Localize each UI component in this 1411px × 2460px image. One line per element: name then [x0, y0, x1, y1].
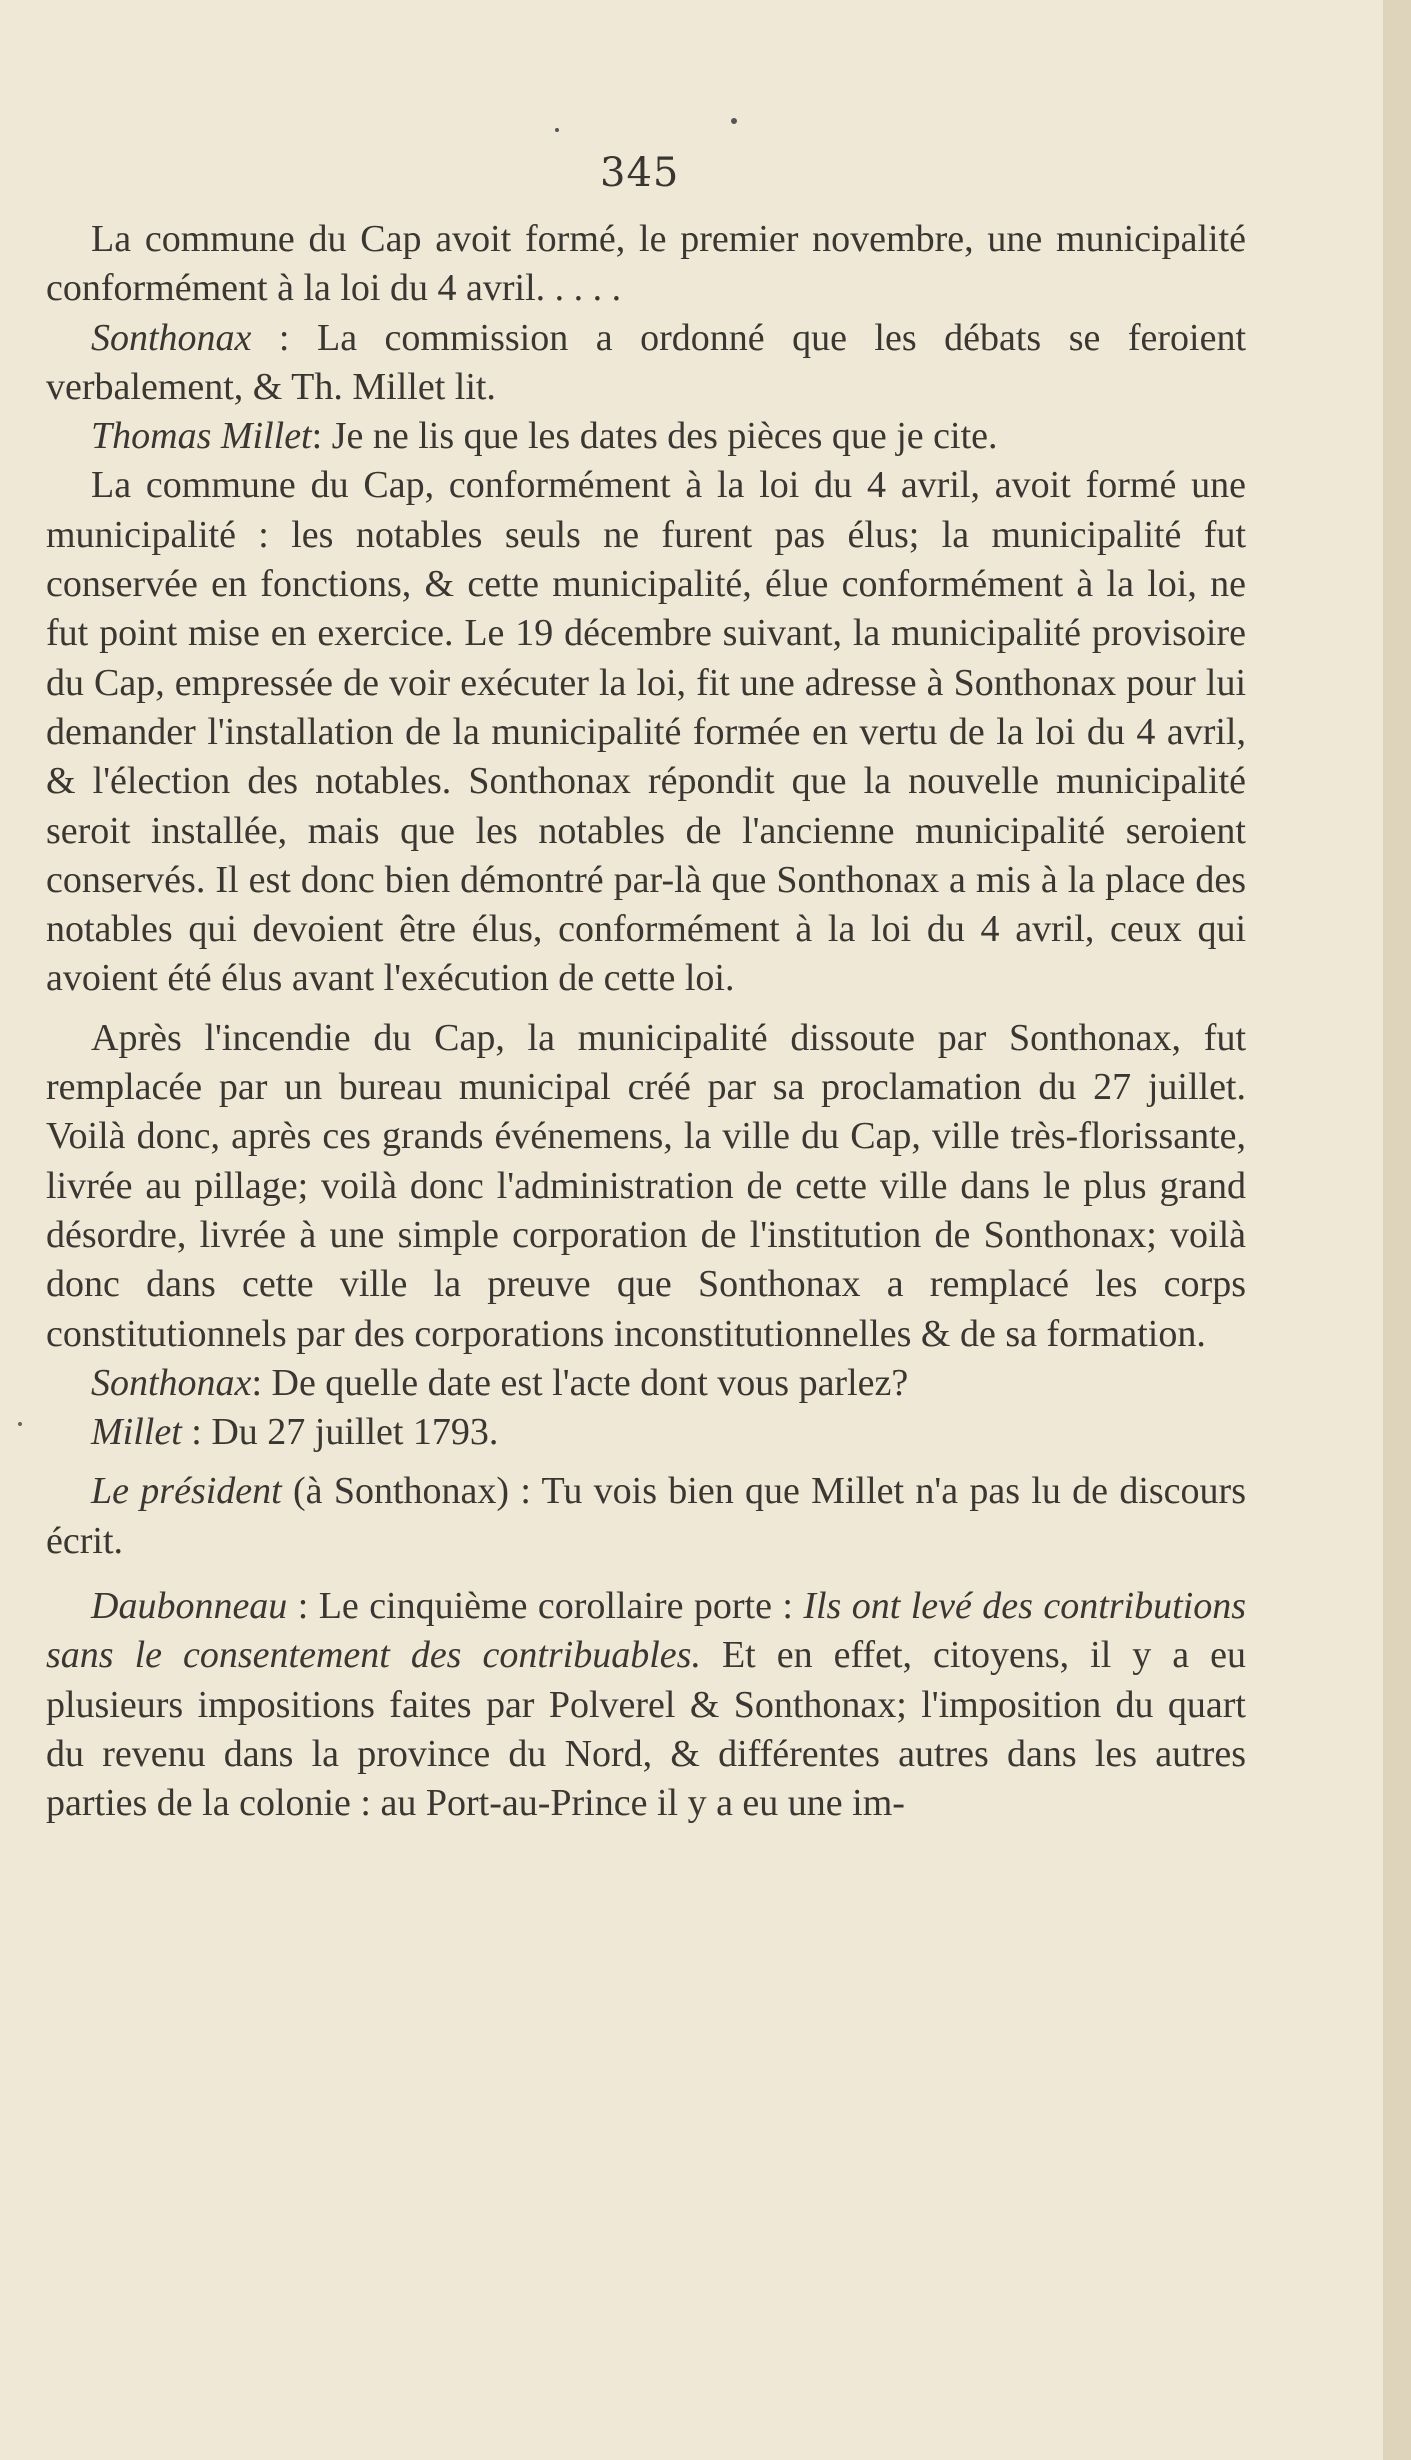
paragraph	[46, 1408, 1246, 1457]
paragraph	[46, 1359, 1246, 1408]
paragraph-text: La commune du Cap, conformément à la loi du 4 avril, avoit formé une municipalité : les notables seuls ne furent pas élus; la municipalité fut conservée en fonctions, & cette municipalité, élue conformément à la loi, ne fut point mise en exercice. Le 19 décembre suivant, la municipalité provisoire du Cap, empressée de voir exécuter la loi, fit une adresse à Sonthonax pour lui demander l'installation de la municipalité formée en vertu de la loi du 4 avril, & l'élection des notables. Sonthonax répondit que la nouvelle municipalité seroit installée, mais que les notables de l'ancienne municipalité seroient conservés. Il est donc bien démontré par-là que Sonthonax a mis à la place des notables qui devoient être élus, conformément à la loi du 4 avril, ceux qui avoient été élus avant l'exécution de cette loi.	[46, 464, 1246, 1000]
paragraph	[46, 1467, 1246, 1566]
printer-marks	[555, 118, 755, 138]
speaker-separator: :	[181, 1411, 212, 1454]
paragraph	[46, 461, 1246, 1003]
ink-dot	[731, 118, 737, 124]
speaker-name: Millet	[91, 1411, 182, 1454]
paragraph-text: La commune du Cap avoit formé, le premier novembre, une municipalité conformément à la loi du 4 avril. . . . .	[46, 218, 1246, 310]
paragraph-text: Et en effet, citoyens, il y a eu plusieurs impositions faites par Polverel & Sonthonax; l'imposition du quart du revenu dans la province du Nord, & différentes autres dans les autres parties de la colonie : au Port-au-Prince il y a eu une im-	[46, 1634, 1246, 1825]
paragraph	[46, 1582, 1246, 1828]
quoted-corollary: Ils ont levé des contributions sans le consentement des contribuables.	[46, 1585, 1247, 1677]
paragraph-text: (à Sonthonax) : Tu vois bien que Millet n'a pas lu de discours écrit.	[46, 1470, 1246, 1562]
paragraph-text: De quelle date est l'acte dont vous parlez?	[271, 1361, 909, 1404]
speaker-name: Le président	[91, 1470, 282, 1513]
speaker-separator: :	[251, 1361, 272, 1404]
paragraph-text: La commission a ordonné que les débats se feroient verbalement, & Th. Millet lit.	[46, 316, 1247, 408]
speaker-separator: :	[251, 316, 317, 359]
paragraph-text: Du 27 juillet 1793.	[211, 1411, 499, 1454]
speaker-name: Sonthonax	[91, 316, 252, 359]
page-edge	[1383, 0, 1411, 2460]
ink-dot	[555, 128, 559, 132]
paragraph-text: Après l'incendie du Cap, la municipalité dissoute par Sonthonax, fut remplacée par un bureau municipal créé par sa proclamation du 27 juillet. Voilà donc, après ces grands événemens, la ville du Cap, ville très-florissante, livrée au pillage; voilà donc l'administration de cette ville dans le plus grand désordre, livrée à une simple corporation de l'institution de Sonthonax; voilà donc dans cette ville la preuve que Sonthonax a remplacé les corps constitutionnels par des corporations inconstitutionnelles & de sa formation.	[46, 1016, 1246, 1355]
paragraph-text: Le cinquième corollaire porte :	[318, 1585, 804, 1628]
speaker-name: Sonthonax	[91, 1361, 252, 1404]
speaker-separator	[282, 1470, 293, 1512]
paragraph	[46, 314, 1246, 413]
speaker-separator: :	[311, 415, 332, 458]
speaker-separator: :	[287, 1585, 319, 1628]
speaker-name: Daubonneau	[91, 1585, 288, 1628]
speaker-name: Thomas Millet	[91, 415, 312, 458]
text-block	[46, 215, 1246, 1829]
page-number: 345	[600, 150, 680, 196]
paragraph	[46, 215, 1246, 314]
paragraph	[46, 1014, 1246, 1359]
margin-mark	[18, 1422, 22, 1426]
paragraph	[46, 412, 1246, 461]
paragraph-text: Je ne lis que les dates des pièces que je cite.	[331, 415, 998, 458]
